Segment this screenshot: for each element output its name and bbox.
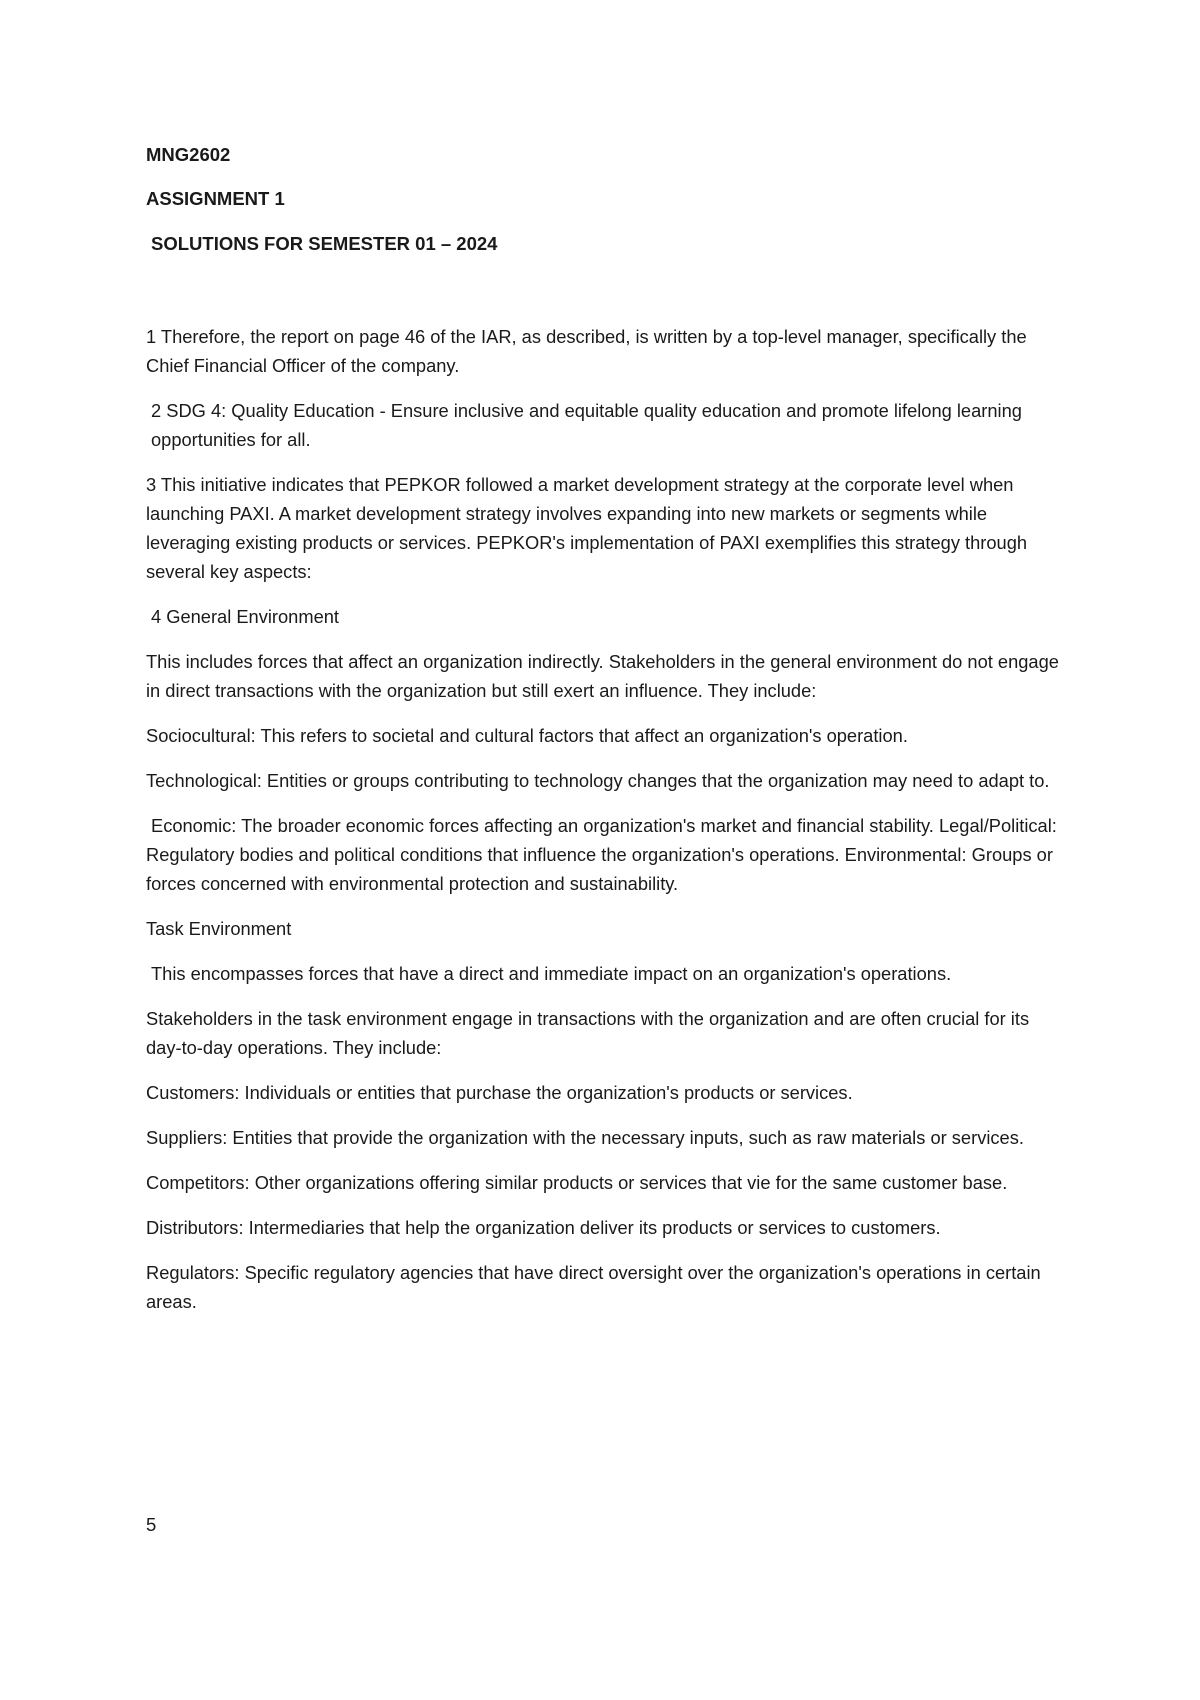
competitors-paragraph: Competitors: Other organizations offering similar products or services that vie for the same customer base.: [146, 1172, 1008, 1193]
answer-4-heading: 4 General Environment: [151, 606, 339, 627]
assignment-title: ASSIGNMENT 1: [146, 188, 285, 209]
economic-legal-environmental-paragraph: Economic: The broader economic forces affecting an organization's market and financial stability. Legal/Political: Regulatory bodies and political conditions that influence the organization's operations. Environmental: Groups or forces concerned with environmental protection and sustainability.: [146, 815, 1057, 894]
general-environment-intro: This includes forces that affect an organization indirectly. Stakeholders in the general environment do not engage in direct transactions with the organization but still exert an influence. They include:: [146, 651, 1059, 701]
customers-paragraph: Customers: Individuals or entities that purchase the organization's products or services.: [146, 1082, 853, 1103]
distributors-paragraph: Distributors: Intermediaries that help the organization deliver its products or services to customers.: [146, 1217, 941, 1238]
page-number: 5: [146, 1514, 157, 1535]
task-stakeholders-paragraph: Stakeholders in the task environment engage in transactions with the organization and are often crucial for its day-to-day operations. They include:: [146, 1008, 1030, 1058]
technological-paragraph: Technological: Entities or groups contributing to technology changes that the organization may need to adapt to.: [146, 770, 1050, 791]
answer-1-paragraph: 1 Therefore, the report on page 46 of the IAR, as described, is written by a top-level manager, specifically the Chief Financial Officer of the company.: [146, 326, 1027, 376]
answer-2-paragraph: 2 SDG 4: Quality Education - Ensure inclusive and equitable quality education and promote lifelong learning opportunities for all.: [151, 400, 1022, 450]
sociocultural-paragraph: Sociocultural: This refers to societal and cultural factors that affect an organization's operation.: [146, 725, 908, 746]
course-code: MNG2602: [146, 144, 231, 165]
solutions-subtitle: SOLUTIONS FOR SEMESTER 01 – 2024: [151, 233, 498, 254]
document-page: [146, 143, 1066, 1332]
answer-3-paragraph: 3 This initiative indicates that PEPKOR followed a market development strategy at the corporate level when launching PAXI. A market development strategy involves expanding into new markets or segments while leveraging existing products or services. PEPKOR's implementation of PAXI exemplifies this strategy through several key aspects:: [146, 474, 1028, 582]
regulators-paragraph: Regulators: Specific regulatory agencies that have direct oversight over the organization's operations in certain areas.: [146, 1262, 1041, 1312]
task-environment-heading: Task Environment: [146, 918, 292, 939]
suppliers-paragraph: Suppliers: Entities that provide the organization with the necessary inputs, such as raw materials or services.: [146, 1127, 1024, 1148]
task-environment-intro: This encompasses forces that have a direct and immediate impact on an organization's operations.: [151, 963, 952, 984]
